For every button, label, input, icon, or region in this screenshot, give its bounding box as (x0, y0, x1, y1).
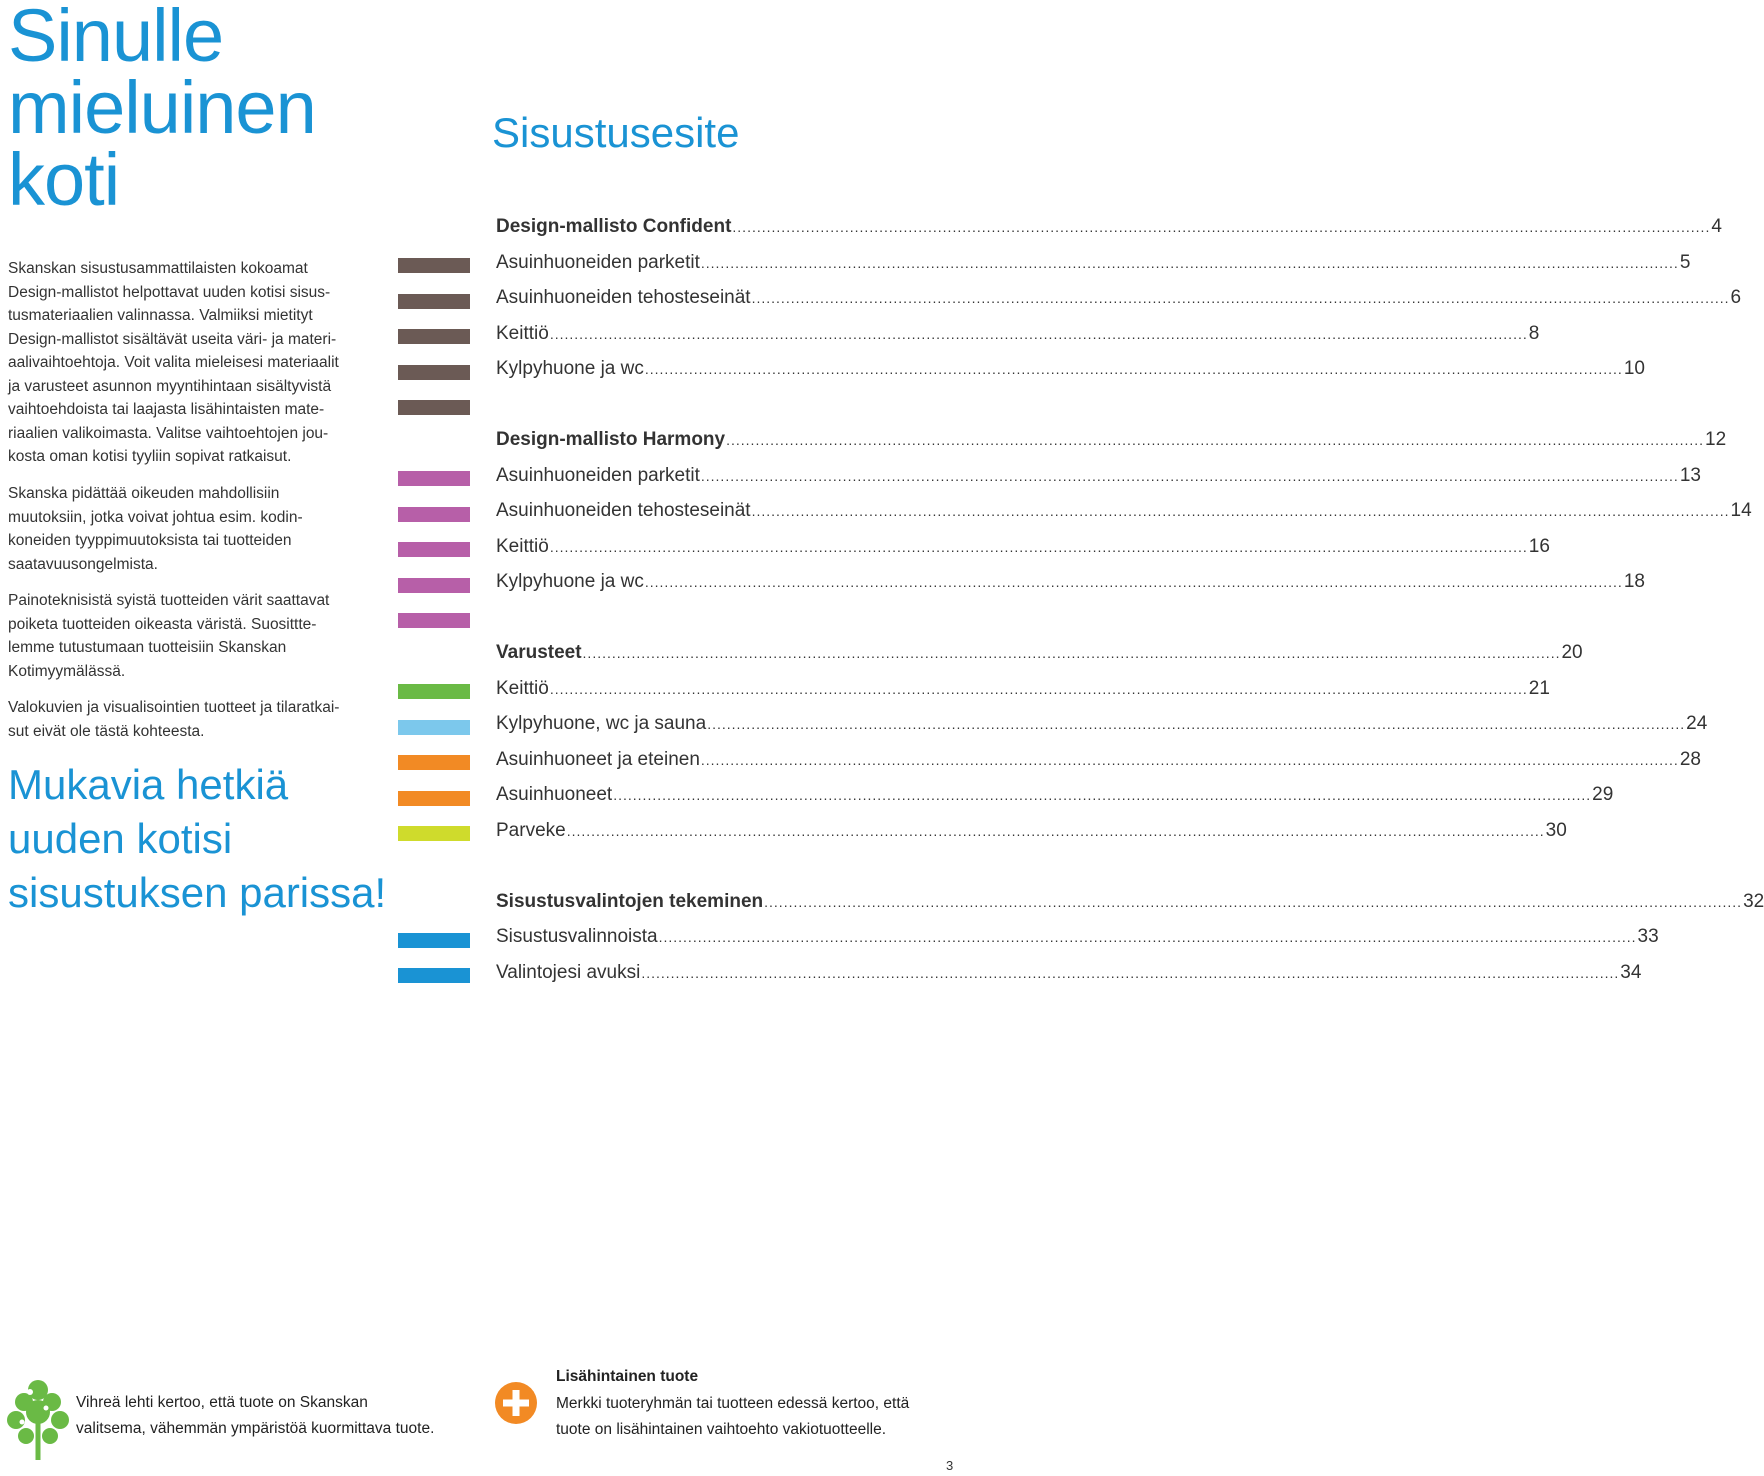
toc-leader-dots: ........................................................................................................................................................................................................ (644, 574, 1623, 590)
slogan-line: sisustuksen parissa! (8, 869, 387, 916)
toc-leader-dots: ........................................................................................................................................................................................................ (732, 219, 1711, 235)
photo-disclaimer-paragraph (8, 696, 363, 743)
toc-page-number: 29 (1592, 784, 1614, 805)
text-line: tuote on lisähintainen vaihtoehto vakiotuotteelle. (556, 1421, 887, 1438)
toc-leader-dots: ........................................................................................................................................................................................................ (707, 716, 1686, 732)
toc-entry-label: Kylpyhuone, wc ja sauna (496, 713, 707, 734)
title-line: mieluinen (8, 66, 316, 149)
toc-color-bar (398, 507, 470, 522)
leaf-explanation (76, 1390, 486, 1442)
text-line: Painoteknisistä syistä tuotteiden värit saattavat (8, 592, 330, 609)
toc-color-bar (398, 578, 470, 593)
toc-page-number: 10 (1623, 358, 1645, 379)
toc-color-bar (398, 400, 470, 415)
toc-page-number: 4 (1711, 216, 1722, 237)
toc-page-number: 14 (1730, 500, 1752, 521)
page-title (8, 0, 388, 221)
extra-cost-title: Lisähintainen tuote (556, 1368, 699, 1385)
toc-page-number: 30 (1545, 820, 1567, 841)
extra-cost-explanation (556, 1391, 956, 1443)
toc-row[interactable] (496, 642, 1583, 670)
toc-row[interactable] (496, 358, 1645, 386)
toc-entry-label: Valintojesi avuksi (496, 962, 641, 983)
toc-entry-label: Varusteet (496, 642, 582, 663)
toc-page-number: 8 (1528, 323, 1540, 344)
toc-leader-dots: ........................................................................................................................................................................................................ (641, 965, 1620, 981)
green-leaf-icon (6, 1378, 70, 1462)
toc-row[interactable] (496, 962, 1642, 990)
toc-color-bar (398, 258, 470, 273)
text-line: Merkki tuoteryhmän tai tuotteen edessä kertoo, että (556, 1395, 910, 1412)
rights-paragraph (8, 482, 363, 576)
intro-paragraph (8, 257, 363, 469)
toc-row[interactable] (496, 287, 1742, 315)
toc-entry-label: Asuinhuoneiden parketit (496, 465, 700, 486)
text-line: Skanskan sisustusammattilaisten kokoamat (8, 260, 308, 277)
toc-entry-label: Asuinhuoneiden tehosteseinät (496, 287, 751, 308)
text-line: muutoksiin, jotka voivat johtua esim. kodin- (8, 508, 303, 526)
toc-page-number: 20 (1561, 642, 1583, 663)
toc-row[interactable] (496, 323, 1540, 351)
toc-row[interactable] (496, 216, 1722, 244)
toc-row[interactable] (496, 678, 1550, 706)
toc-entry-label: Kylpyhuone ja wc (496, 358, 644, 379)
text-line: valitsema, vähemmän ympäristöä kuormittava tuote. (76, 1420, 435, 1437)
toc-color-bar (398, 329, 470, 344)
toc-entry-label: Sisustusvalinnoista (496, 926, 658, 947)
toc-page-number: 5 (1679, 252, 1691, 273)
toc-row[interactable] (496, 749, 1701, 777)
text-line: Skanska pidättää oikeuden mahdollisiin (8, 485, 280, 502)
text-line: poiketa tuotteiden oikeasta väristä. Suosittte- (8, 615, 317, 633)
toc-entry-label: Kylpyhuone ja wc (496, 571, 644, 592)
toc-color-bar (398, 365, 470, 380)
toc-color-bar (398, 755, 470, 770)
toc-page-number: 32 (1743, 891, 1764, 912)
toc-leader-dots: ........................................................................................................................................................................................................ (658, 929, 1637, 945)
text-line: Design-mallistot helpottavat uuden kotisi sisus- (8, 283, 331, 301)
toc-entry-label: Asuinhuoneet ja eteinen (496, 749, 700, 770)
toc-page-number: 24 (1686, 713, 1708, 734)
title-line: Sinulle (8, 0, 224, 77)
toc-row[interactable] (496, 500, 1752, 528)
text-line: koneiden tyyppimuutoksista tai tuotteiden (8, 532, 292, 549)
toc-leader-dots: ........................................................................................................................................................................................................ (582, 645, 1561, 661)
toc-row[interactable] (496, 891, 1764, 919)
toc-color-bar (398, 720, 470, 735)
toc-page-number: 12 (1705, 429, 1727, 450)
text-line: saatavuusongelmista. (8, 555, 158, 573)
slogan-line: uuden kotisi (8, 815, 233, 862)
toc-color-bar (398, 613, 470, 628)
toc-leader-dots: ........................................................................................................................................................................................................ (764, 894, 1743, 910)
toc-page-number: 28 (1679, 749, 1701, 770)
text-line: Design-mallistot sisältävät useita väri- ja materi- (8, 330, 337, 348)
toc-page-number: 33 (1637, 926, 1659, 947)
toc-row[interactable] (496, 820, 1567, 848)
toc-row[interactable] (496, 429, 1727, 457)
toc-page-number: 21 (1528, 678, 1550, 699)
slogan-line: Mukavia hetkiä (8, 761, 289, 808)
toc-page-number: 16 (1528, 536, 1550, 557)
toc-entry-label: Asuinhuoneiden parketit (496, 252, 700, 273)
toc-row[interactable] (496, 926, 1659, 954)
text-line: kosta oman kotisi tyyliin sopivat ratkaisut. (8, 448, 292, 465)
title-line: koti (8, 138, 120, 221)
toc-leader-dots: ........................................................................................................................................................................................................ (700, 255, 1679, 271)
toc-page-number: 13 (1679, 465, 1701, 486)
toc-row[interactable] (496, 465, 1701, 493)
toc-leader-dots: ........................................................................................................................................................................................................ (700, 752, 1679, 768)
toc-entry-label: Keittiö (496, 323, 549, 344)
toc-leader-dots: ........................................................................................................................................................................................................ (549, 681, 1528, 697)
toc-entry-label: Sisustusvalintojen tekeminen (496, 891, 764, 912)
text-line: ja varusteet asunnon myyntihintaan sisältyvistä (8, 377, 332, 395)
toc-entry-label: Keittiö (496, 678, 549, 699)
toc-page-number: 6 (1730, 287, 1742, 308)
text-line: vaihtoehdoista tai laajasta lisähintaisten mate- (8, 401, 325, 418)
toc-row[interactable] (496, 571, 1645, 599)
toc-entry-label: Asuinhuoneet (496, 784, 613, 805)
toc-entry-label: Keittiö (496, 536, 549, 557)
toc-leader-dots: ........................................................................................................................................................................................................ (726, 432, 1705, 448)
toc-row[interactable] (496, 536, 1550, 564)
toc-leader-dots: ........................................................................................................................................................................................................ (751, 290, 1730, 306)
text-line: riaalien valikoimasta. Valitse vaihtoehtojen jou- (8, 424, 329, 442)
text-line: sut eivät ole tästä kohteesta. (8, 722, 205, 740)
text-line: Kotimyymälässä. (8, 662, 126, 680)
text-line: tusmateriaalien valinnassa. Valmiiksi mietityt (8, 307, 313, 324)
color-disclaimer-paragraph (8, 589, 363, 683)
toc-title: Sisustusesite (492, 109, 740, 156)
text-line: lemme tutustumaan tuotteisiin Skanskan (8, 639, 287, 656)
toc-entry-label: Asuinhuoneiden tehosteseinät (496, 500, 751, 521)
toc-color-bar (398, 542, 470, 557)
toc-page-number: 18 (1623, 571, 1645, 592)
toc-page-number: 34 (1620, 962, 1642, 983)
toc-row[interactable] (496, 784, 1614, 812)
toc-color-bar (398, 791, 470, 806)
toc-entry-label: Design-mallisto Harmony (496, 429, 726, 450)
toc-leader-dots: ........................................................................................................................................................................................................ (751, 503, 1730, 519)
toc-leader-dots: ........................................................................................................................................................................................................ (549, 539, 1528, 555)
text-line: Vihreä lehti kertoo, että tuote on Skanskan (76, 1394, 368, 1411)
toc-leader-dots: ........................................................................................................................................................................................................ (644, 361, 1623, 377)
toc-color-bar (398, 968, 470, 983)
slogan (8, 758, 388, 920)
toc-entry-label: Design-mallisto Confident (496, 216, 732, 237)
toc-leader-dots: ........................................................................................................................................................................................................ (566, 823, 1545, 839)
toc-leader-dots: ........................................................................................................................................................................................................ (549, 326, 1528, 342)
toc-row[interactable] (496, 252, 1691, 280)
toc-entry-label: Parveke (496, 820, 566, 841)
page-number: 3 (946, 1458, 954, 1473)
toc-color-bar (398, 471, 470, 486)
orange-plus-icon (494, 1381, 538, 1425)
text-line: Valokuvien ja visualisointien tuotteet ja tilaratkai- (8, 699, 340, 716)
toc-color-bar (398, 684, 470, 699)
toc-color-bar (398, 294, 470, 309)
toc-leader-dots: ........................................................................................................................................................................................................ (700, 468, 1679, 484)
toc-row[interactable] (496, 713, 1708, 741)
text-line: aalivaihtoehtoja. Voit valita mieleisesi materiaalit (8, 354, 339, 371)
toc-leader-dots: ........................................................................................................................................................................................................ (613, 787, 1592, 803)
toc-color-bar (398, 826, 470, 841)
toc-color-bar (398, 933, 470, 948)
